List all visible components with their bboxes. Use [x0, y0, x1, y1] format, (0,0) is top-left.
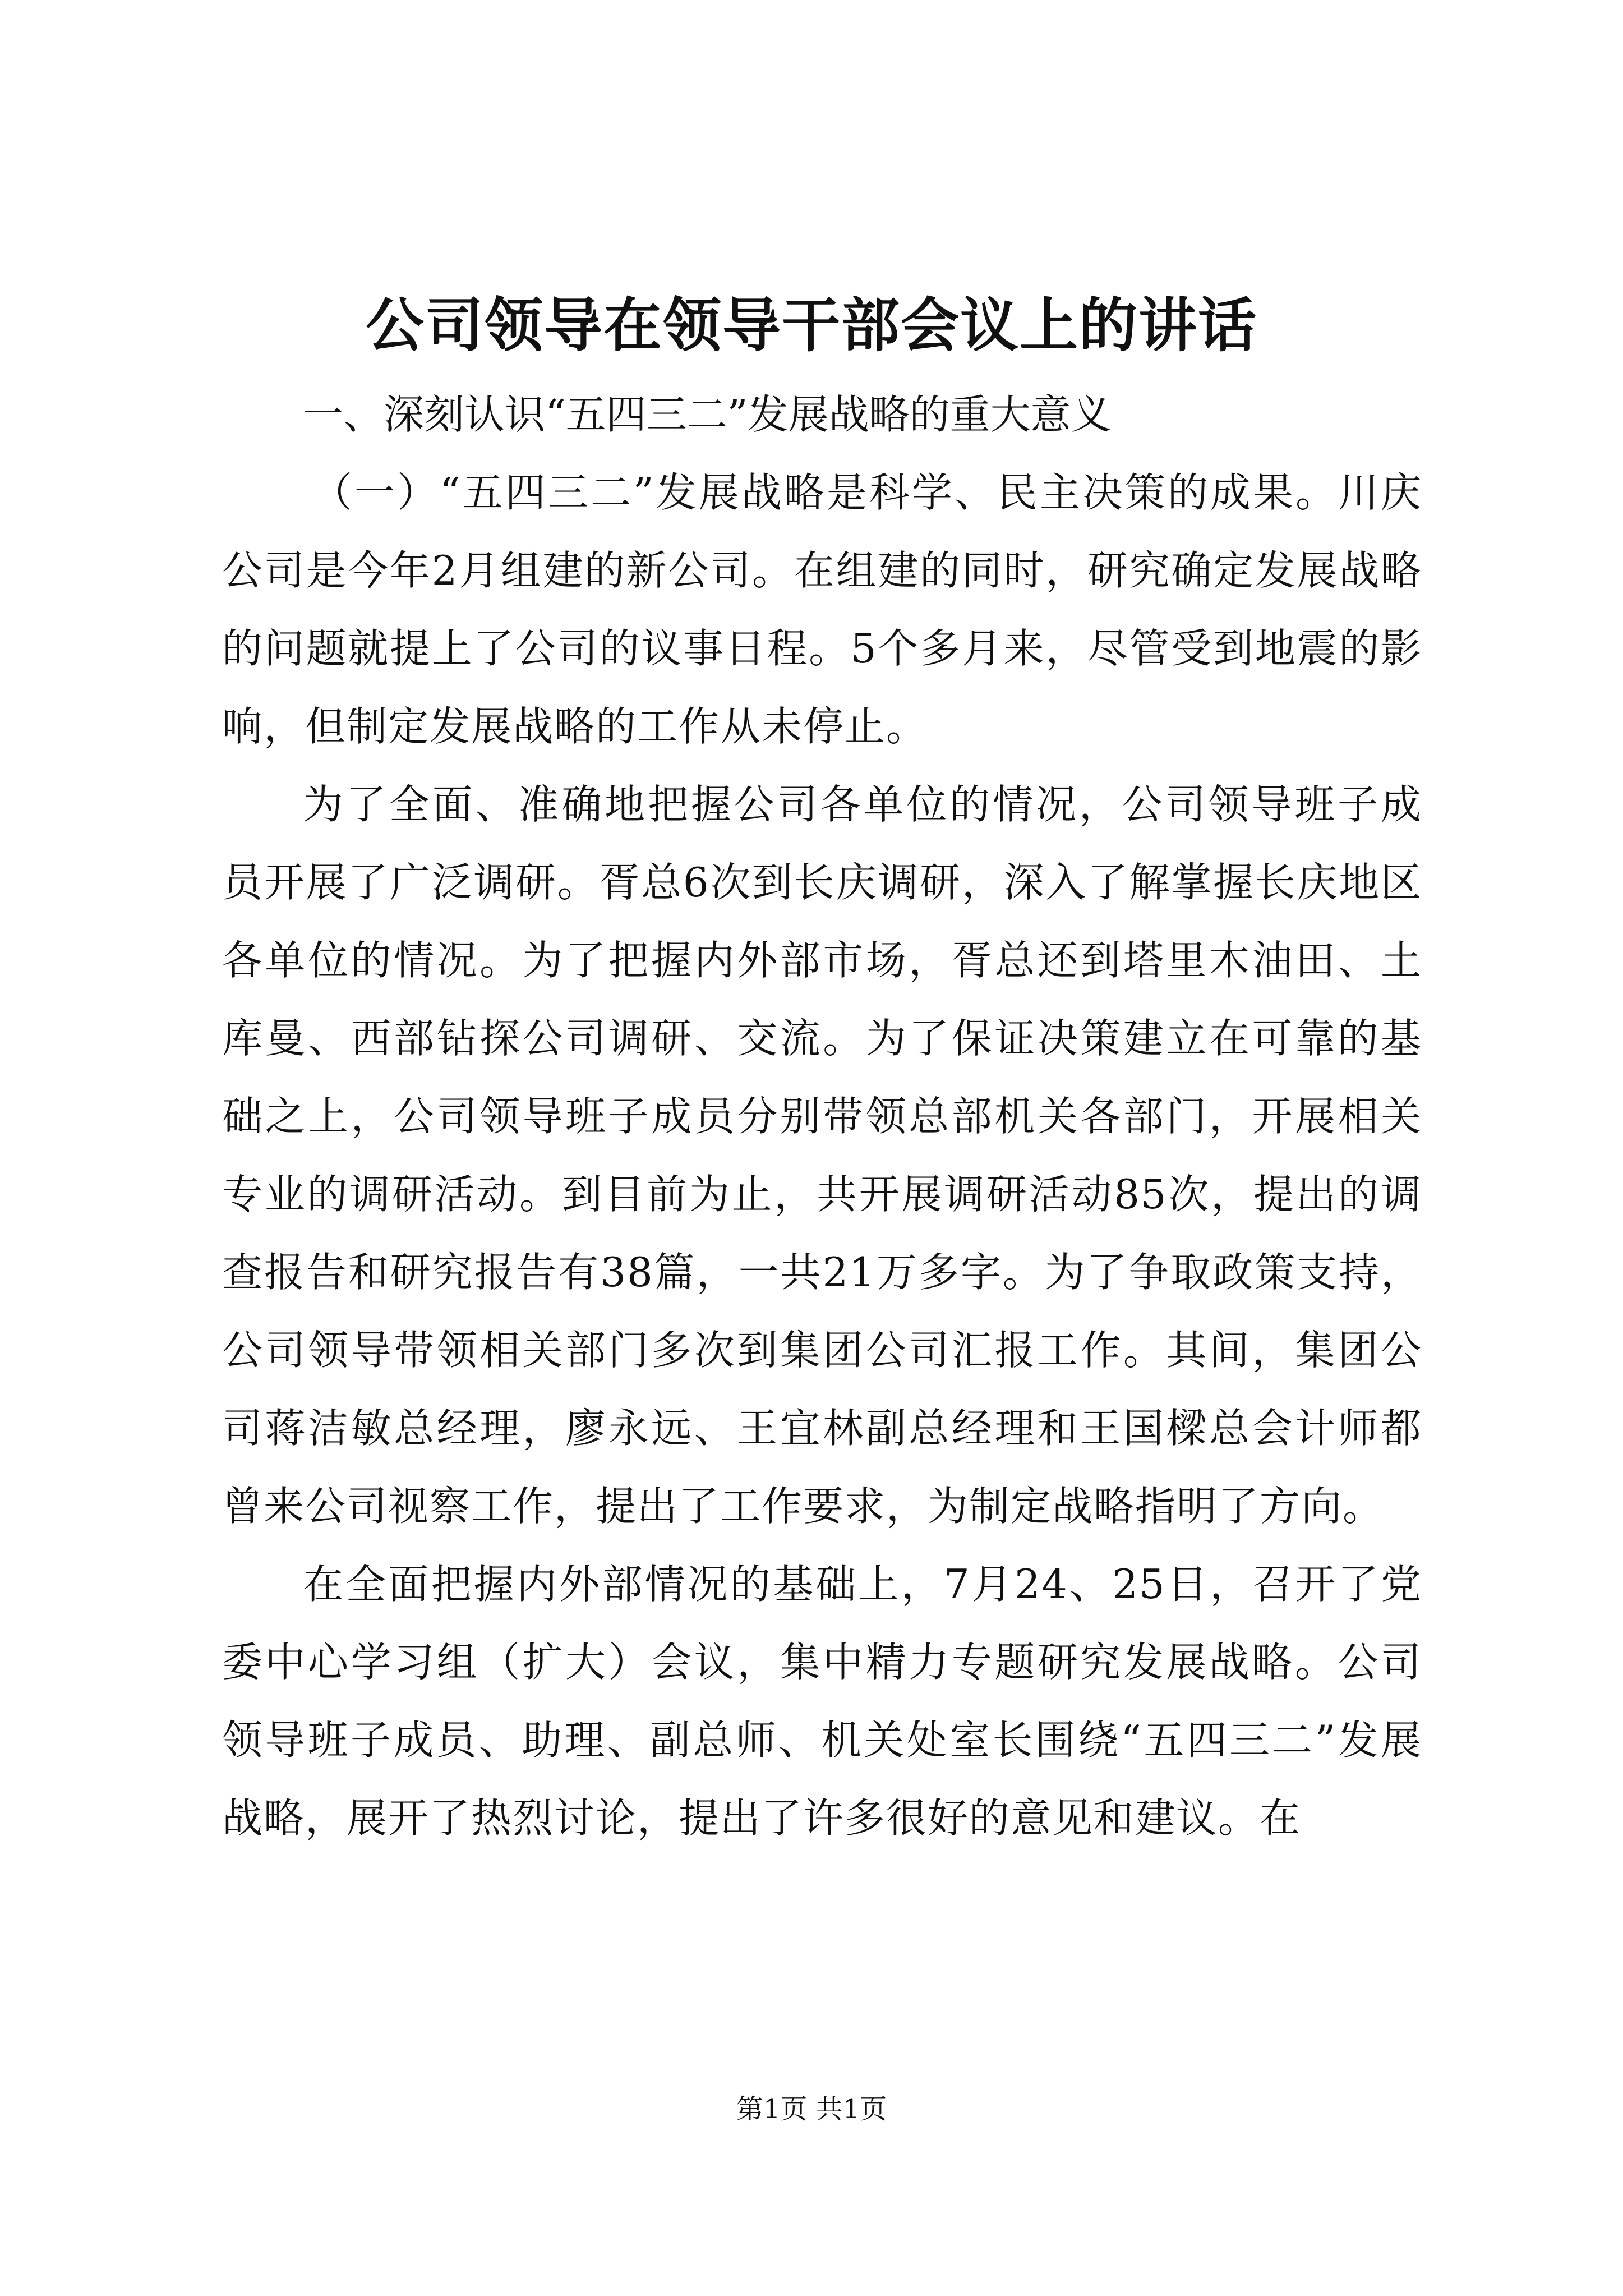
page-footer: 第1页 共1页 [736, 2093, 887, 2125]
paragraph-3: 在全面把握内外部情况的基础上，7月24、25日，召开了党委中心学习组（扩大）会议，集中精力专题研究发展战略。公司领导班子成员、助理、副总师、机关处室长围绕“五四三二”发展战略，展开了热烈讨论，提出了许多很好的意见和建议。在 [222, 1561, 1422, 1842]
document-body [222, 376, 1422, 1857]
document-title: 公司领导在领导干部会议上的讲话 [365, 291, 1257, 360]
paragraph-2: 为了全面、准确地把握公司各单位的情况，公司领导班子成员开展了广泛调研。胥总6次到长庆调研，深入了解掌握长庆地区各单位的情况。为了把握内外部市场，胥总还到塔里木油田、土库曼、西部钻探公司调研、交流。为了保证决策建立在可靠的基础之上，公司领导班子成员分别带领总部机关各部门，开展相关专业的调研活动。到目前为止，共开展调研活动85次，提出的调查报告和研究报告有38篇，一共21万多字。为了争取政策支持，公司领导带领相关部门多次到集团公司汇报工作。其间，集团公司蒋洁敏总经理，廖永远、王宜林副总经理和王国樑总会计师都曾来公司视察工作，提出了工作要求，为制定战略指明了方向。 [222, 781, 1422, 1530]
paragraph-1: （一）“五四三二”发展战略是科学、民主决策的成果。川庆公司是今年2月组建的新公司。在组建的同时，研究确定发展战略的问题就提上了公司的议事日程。5个多月来，尽管受到地震的影响，但制定发展战略的工作从未停止。 [222, 469, 1422, 750]
section-heading: 一、深刻认识“五四三二”发展战略的重大意义 [303, 391, 1112, 438]
